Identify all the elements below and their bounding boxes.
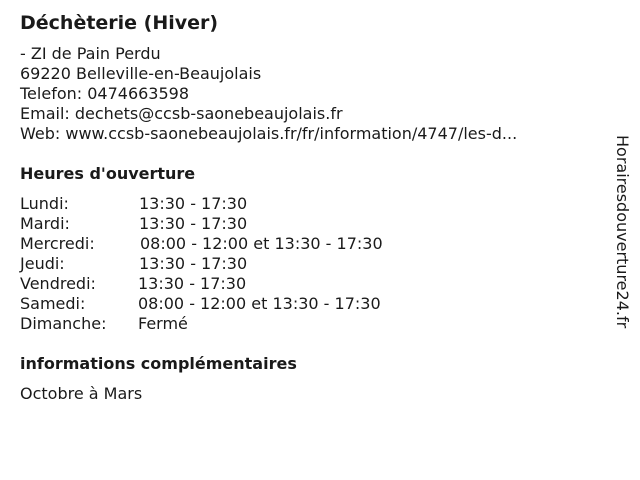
address-street: - ZI de Pain Perdu	[20, 44, 161, 63]
day-hours: 13:30 - 17:30	[139, 214, 248, 233]
website-text: Web: www.ccsb-saonebeaujolais.fr/fr/information/4747/les-d...	[20, 124, 518, 143]
page-title: Déchèterie (Hiver)	[20, 12, 219, 34]
day-label: Mercredi:	[20, 234, 95, 253]
contact-block	[20, 44, 517, 144]
day-label: Vendredi:	[20, 274, 96, 293]
day-hours: 13:30 - 17:30	[138, 274, 247, 293]
phone-text: Telefon: 0474663598	[20, 84, 190, 103]
additional-info-heading: informations complémentaires	[20, 354, 297, 373]
day-hours: 08:00 - 12:00 et 13:30 - 17:30	[138, 294, 381, 313]
day-label: Dimanche:	[20, 314, 107, 333]
address-city: 69220 Belleville-en-Beaujolais	[20, 64, 262, 83]
email-text: Email: dechets@ccsb-saonebeaujolais.fr	[20, 104, 343, 123]
additional-info-text: Octobre à Mars	[20, 384, 143, 403]
day-hours: 13:30 - 17:30	[139, 254, 248, 273]
day-label: Jeudi:	[20, 254, 65, 273]
day-label: Samedi:	[20, 294, 86, 313]
day-hours: 08:00 - 12:00 et 13:30 - 17:30	[140, 234, 383, 253]
day-label: Lundi:	[20, 194, 69, 213]
site-watermark: Horairesdouverture24.fr	[613, 135, 632, 329]
day-hours: 13:30 - 17:30	[139, 194, 248, 213]
day-hours: Fermé	[138, 314, 188, 333]
opening-hours-heading: Heures d'ouverture	[20, 164, 196, 183]
day-label: Mardi:	[20, 214, 70, 233]
